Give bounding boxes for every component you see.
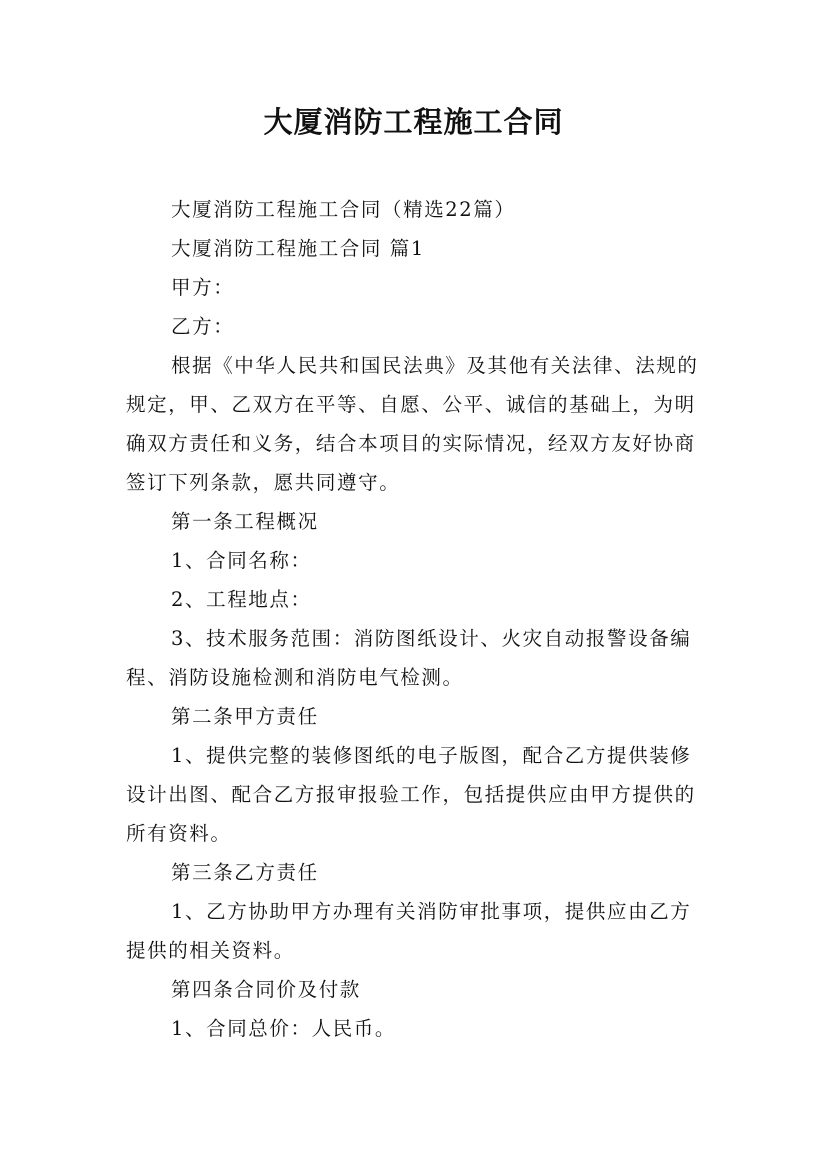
paragraph-section-heading: 大厦消防工程施工合同 篇1 <box>171 237 425 260</box>
paragraph-item: 1、合同总价：人民币。 <box>171 1017 397 1040</box>
paragraph-item: 3、技术服务范围：消防图纸设计、火灾自动报警设备编程、消防设施检测和消防电气检测。 <box>126 627 692 689</box>
paragraph-article-2: 第二条甲方责任 <box>171 705 319 728</box>
document-title: 大厦消防工程施工合同 <box>263 105 564 139</box>
paragraph-item: 1、提供完整的装修图纸的电子版图，配合乙方提供装修设计出图、配合乙方报审报验工作，包括提供应由甲方提供的所有资料。 <box>126 744 696 845</box>
paragraph-article-4: 第四条合同价及付款 <box>171 978 361 1001</box>
paragraph-item: 1、乙方协助甲方办理有关消防审批事项，提供应由乙方提供的相关资料。 <box>126 900 692 962</box>
paragraph-item: 2、工程地点： <box>171 588 312 611</box>
paragraph-item: 1、合同名称： <box>171 549 312 572</box>
paragraph-party-a: 甲方： <box>171 276 235 299</box>
paragraph-subtitle: 大厦消防工程施工合同（精选22篇） <box>171 198 516 221</box>
paragraph-preamble: 根据《中华人民共和国民法典》及其他有关法律、法规的规定，甲、乙双方在平等、自愿、公平、诚信的基础上，为明确双方责任和义务，结合本项目的实际情况，经双方友好协商签订下列条款，愿共同遵守。 <box>126 354 699 494</box>
paragraph-article-3: 第三条乙方责任 <box>171 861 319 884</box>
document-body <box>126 190 706 1048</box>
paragraph-article-1: 第一条工程概况 <box>171 510 319 533</box>
paragraph-party-b: 乙方： <box>171 315 235 338</box>
